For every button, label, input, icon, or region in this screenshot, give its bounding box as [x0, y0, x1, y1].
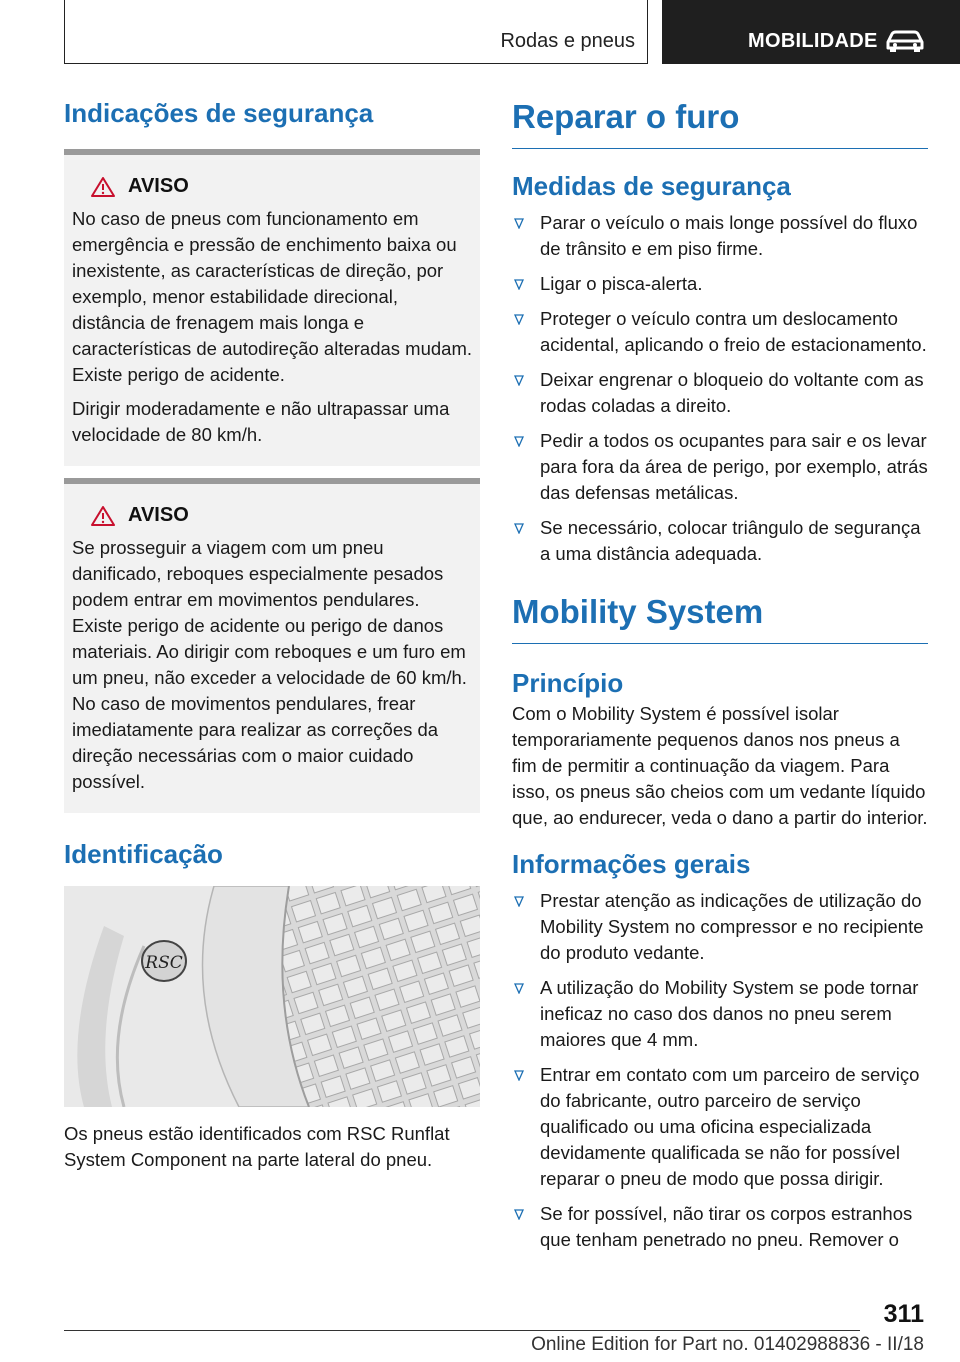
list-item-text: A utilização do Mobility System se pode tornar ineficaz no caso dos danos no pneu serem maiores que 4 mm. [540, 977, 919, 1050]
list-item [512, 306, 928, 358]
list-item-text: Parar o veículo o mais longe possível do fluxo de trânsito e em piso firme. [540, 212, 918, 259]
heading-mobility-system: Mobility System [512, 593, 928, 644]
list-item-text: Deixar engrenar o bloqueio do voltante com as rodas coladas a direito. [540, 369, 924, 416]
warning-title: AVISO [128, 504, 189, 526]
car-icon [884, 28, 926, 52]
list-item-text: Proteger o veículo contra um deslocamento acidental, aplicando o freio de estacionamento. [540, 308, 927, 355]
list-item-text: Se for possível, não tirar os corpos estranhos que tenham penetrado no pneu. Remover o [540, 1203, 913, 1250]
safety-measures-list [512, 210, 928, 567]
header-section-box [64, 0, 648, 64]
triangle-bullet-icon [514, 896, 524, 907]
list-item [512, 888, 928, 966]
triangle-bullet-icon [514, 1209, 524, 1220]
heading-principle: Princípio [512, 668, 624, 698]
warning-title-row [72, 504, 472, 527]
list-item [512, 515, 928, 567]
footer-edition: Online Edition for Part no. 01402988836 - II/18 [531, 1334, 924, 1355]
warning-triangle-icon [90, 505, 116, 527]
heading-general-info: Informações gerais [512, 849, 751, 879]
header-section-title: Rodas e pneus [500, 30, 635, 52]
warning-title-row [72, 175, 472, 198]
identification-text: Os pneus estão identificados com RSC Runflat System Component na parte lateral do pneu. [64, 1123, 450, 1170]
warning-box-2 [64, 478, 480, 813]
general-info-list [512, 888, 928, 1253]
triangle-bullet-icon [514, 983, 524, 994]
triangle-bullet-icon [514, 314, 524, 325]
rsc-logo-text: RSC [145, 953, 183, 973]
warning-text: Se prosseguir a viagem com um pneu danificado, reboques especialmente pesados podem entrar em movimentos pendulares. Existe perigo de acidente ou perigo de danos materiais. Ao dirigir com reboques e um furo em um pneu, não exceder a velocidade de 60 km/h. No caso de movimentos pendulares, frear imediatamente para realizar as correções da direção necessárias com o maior cuidado possível. [72, 537, 467, 792]
list-item [512, 210, 928, 262]
heading-repair-puncture: Reparar o furo [512, 98, 928, 149]
list-item [512, 367, 928, 419]
triangle-bullet-icon [514, 1070, 524, 1081]
warning-instruction: Dirigir moderadamente e não ultrapassar uma velocidade de 80 km/h. [72, 398, 450, 445]
triangle-bullet-icon [514, 436, 524, 447]
list-item [512, 428, 928, 506]
heading-identification: Identificação [64, 839, 223, 869]
page-number: 311 [883, 1300, 924, 1328]
list-item-text: Pedir a todos os ocupantes para sair e os levar para fora da área de perigo, por exemplo, atrás das defensas metálicas. [540, 430, 928, 503]
heading-safety: Indicações de segurança [64, 98, 374, 128]
list-item-text: Se necessário, colocar triângulo de segurança a uma distância adequada. [540, 517, 921, 564]
right-column [512, 98, 928, 1262]
warning-title: AVISO [128, 175, 189, 197]
list-item [512, 1201, 928, 1253]
list-item-text: Prestar atenção as indicações de utilização do Mobility System no compressor e no recipiente do produto vedante. [540, 890, 924, 963]
list-item [512, 271, 928, 297]
heading-safety-measures: Medidas de segurança [512, 171, 791, 201]
triangle-bullet-icon [514, 375, 524, 386]
list-item [512, 975, 928, 1053]
header-chapter-label: MOBILIDADE [748, 30, 878, 52]
list-item-text: Ligar o pisca-alerta. [540, 273, 703, 294]
triangle-bullet-icon [514, 279, 524, 290]
triangle-bullet-icon [514, 218, 524, 229]
list-item-text: Entrar em contato com um parceiro de serviço do fabricante, outro parceiro de serviço qualificado ou uma oficina especializada devidamente qualificada se não for possível reparar o pneu de modo que possa dirigir. [540, 1064, 920, 1189]
warning-text: No caso de pneus com funcionamento em emergência e pressão de enchimento baixa ou inexistente, as características de direção, por exemplo, menor estabilidade direcional, distância de frenagem mais longa e características de autodireção alteradas mudam. Existe perigo de acidente. [72, 208, 473, 385]
warning-box-1 [64, 149, 480, 466]
header-chapter-tab [662, 0, 960, 64]
tire-sidewall-image [64, 886, 480, 1107]
left-column [64, 98, 480, 1173]
footer-divider [64, 1330, 860, 1331]
triangle-bullet-icon [514, 523, 524, 534]
list-item [512, 1062, 928, 1192]
principle-text: Com o Mobility System é possível isolar temporariamente pequenos danos nos pneus a fim de permitir a continuação da viagem. Para isso, os pneus são cheios com um vedante líquido que, ao endurecer, veda o dano a partir do interior. [512, 703, 928, 828]
warning-triangle-icon [90, 176, 116, 198]
